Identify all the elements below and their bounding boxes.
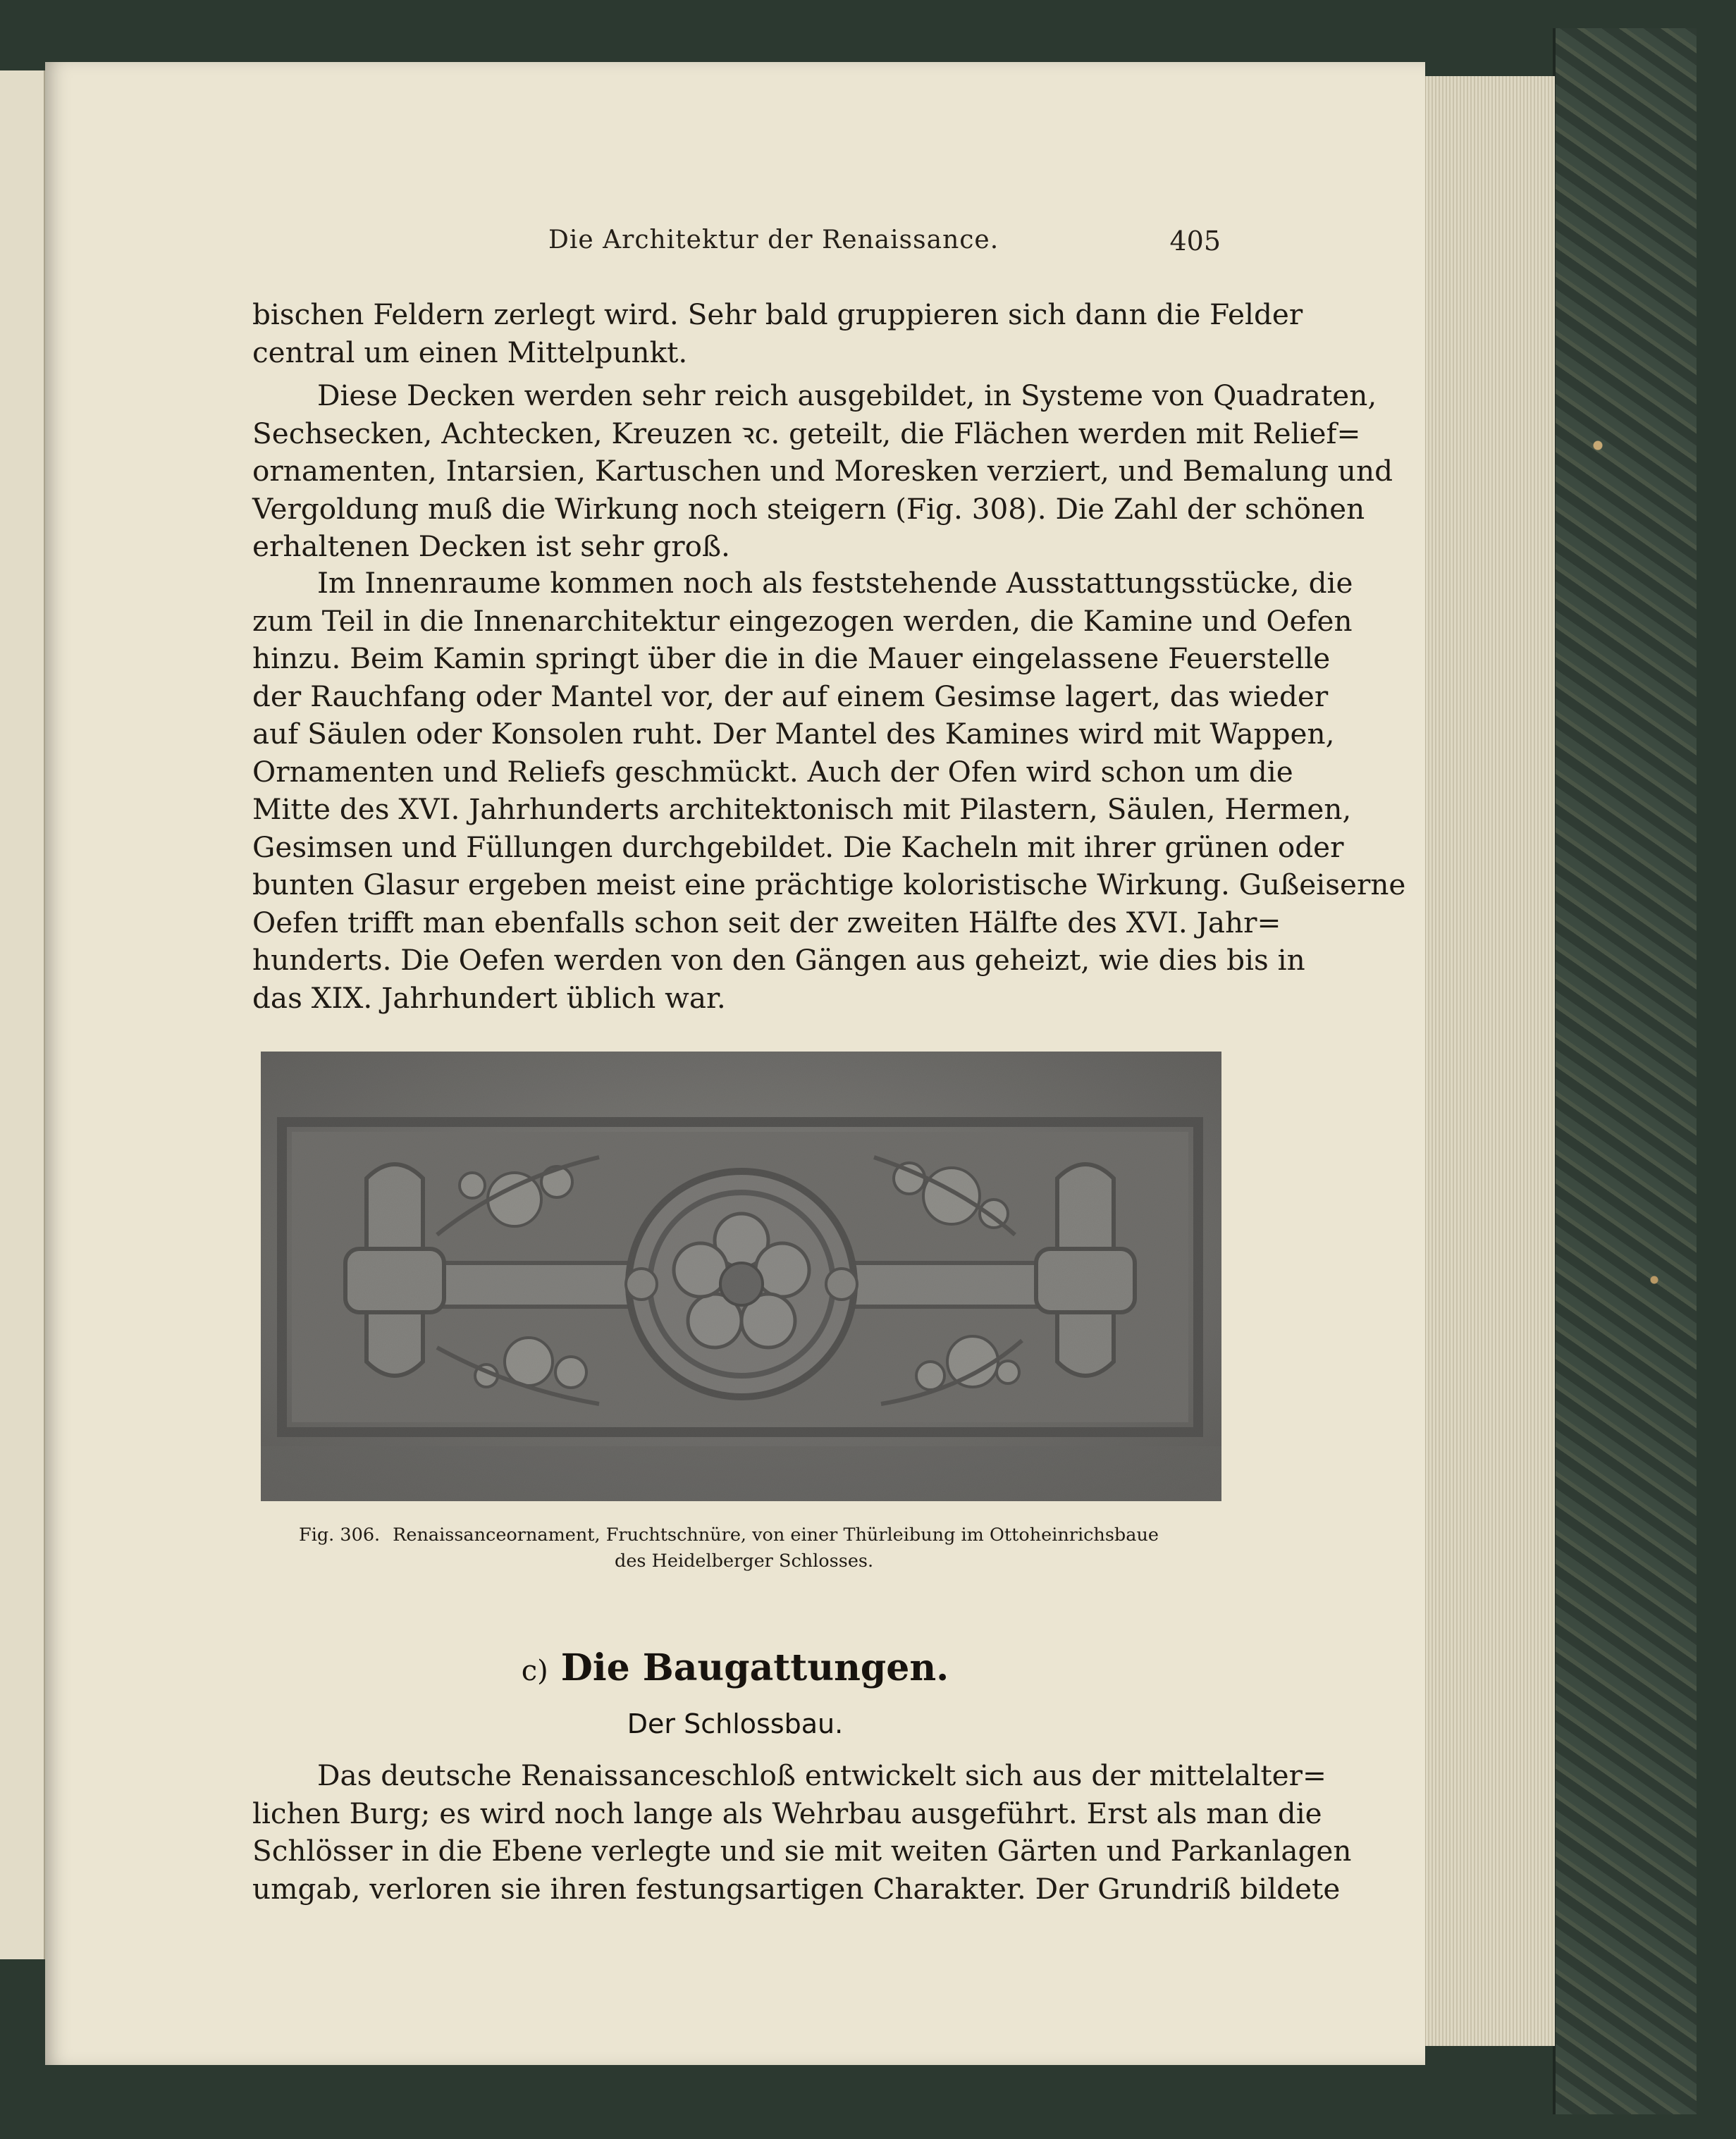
text-line: bunten Glasur ergeben meist eine prächtige koloristische Wirkung. Gußeiserne bbox=[252, 868, 1406, 901]
text-line: Oefen trifft man ebenfalls schon seit der zweiten Hälfte des XVI. Jahr= bbox=[252, 905, 1281, 939]
caption-line bbox=[299, 1522, 1187, 1548]
left-page bbox=[0, 70, 45, 1959]
paragraph-4 bbox=[252, 1757, 1352, 1908]
page-number: 405 bbox=[1169, 226, 1221, 257]
page-header bbox=[252, 226, 1239, 268]
text-line: Vergoldung muß die Wirkung noch steigern (Fig. 308). Die Zahl der schönen bbox=[252, 491, 1365, 526]
figure-caption bbox=[299, 1522, 1187, 1574]
text-line: erhaltenen Decken ist sehr groß. bbox=[252, 529, 730, 563]
caption-text: Renaissanceornament, Fruchtschnüre, von einer Thürleibung im Ottoheinrichsbaue bbox=[393, 1524, 1159, 1546]
text-line: hunderts. Die Oefen werden von den Gängen aus geheizt, wie dies bis in bbox=[252, 943, 1305, 977]
paragraph-2 bbox=[252, 377, 1393, 566]
text-line: Das deutsche Renaissanceschloß entwickelt sich aus der mittelalter= bbox=[317, 1758, 1326, 1792]
caption-line: des Heidelberger Schlosses. bbox=[615, 1551, 874, 1572]
text-line: Schlösser in die Ebene verlegte und sie mit weiten Gärten und Parkanlagen bbox=[252, 1834, 1352, 1868]
text-line: ornamenten, Intarsien, Kartuschen und Moresken verziert, und Bemalung und bbox=[252, 454, 1393, 488]
section-heading bbox=[45, 1646, 1425, 1689]
subsection-heading: Der Schlossbau. bbox=[627, 1708, 844, 1739]
relief-ornament-image bbox=[261, 1052, 1221, 1501]
text-line: central um einen Mittelpunkt. bbox=[252, 335, 688, 369]
text-line: das XIX. Jahrhundert üblich war. bbox=[252, 980, 726, 1015]
text-line: hinzu. Beim Kamin springt über die in die Mauer eingelassene Feuerstelle bbox=[252, 641, 1331, 675]
text-line: der Rauchfang oder Mantel vor, der auf einem Gesimse lagert, das wieder bbox=[252, 679, 1329, 713]
page-stack-edges bbox=[1424, 76, 1555, 2046]
text-line: Im Innenraume kommen noch als feststehende Ausstattungsstücke, die bbox=[317, 566, 1353, 600]
text-line: bischen Feldern zerlegt wird. Sehr bald gruppieren sich dann die Felder bbox=[252, 297, 1303, 331]
text-line: Gesimsen und Füllungen durchgebildet. Die Kacheln mit ihrer grünen oder bbox=[252, 830, 1344, 864]
running-title: Die Architektur der Renaissance. bbox=[548, 226, 999, 254]
text-line: Mitte des XVI. Jahrhunderts architektonisch mit Pilastern, Säulen, Hermen, bbox=[252, 792, 1352, 826]
book-cover bbox=[1553, 28, 1697, 2114]
paragraph-3 bbox=[252, 565, 1406, 1017]
text-line: zum Teil in die Innenarchitektur eingezogen werden, die Kamine und Oefen bbox=[252, 603, 1353, 638]
section-marker: c) bbox=[521, 1655, 548, 1687]
book-page bbox=[45, 62, 1425, 2065]
text-line: Diese Decken werden sehr reich ausgebildet, in Systeme von Quadraten, bbox=[317, 378, 1377, 412]
paragraph-1 bbox=[252, 296, 1303, 371]
section-title: Die Baugattungen. bbox=[560, 1646, 949, 1689]
figure-label: Fig. 306. bbox=[299, 1524, 381, 1546]
text-line: Ornamenten und Reliefs geschmückt. Auch der Ofen wird schon um die bbox=[252, 754, 1293, 789]
text-line: auf Säulen oder Konsolen ruht. Der Mantel des Kamines wird mit Wappen, bbox=[252, 717, 1335, 751]
figure-ornament-photo bbox=[261, 1052, 1221, 1501]
text-line: Sechsecken, Achtecken, Kreuzen ꝛc. geteilt, die Flächen werden mit Relief= bbox=[252, 416, 1361, 450]
text-line: umgab, verloren sie ihren festungsartigen Charakter. Der Grundriß bildete bbox=[252, 1871, 1341, 1906]
text-line: lichen Burg; es wird noch lange als Wehrbau ausgeführt. Erst als man die bbox=[252, 1796, 1322, 1830]
